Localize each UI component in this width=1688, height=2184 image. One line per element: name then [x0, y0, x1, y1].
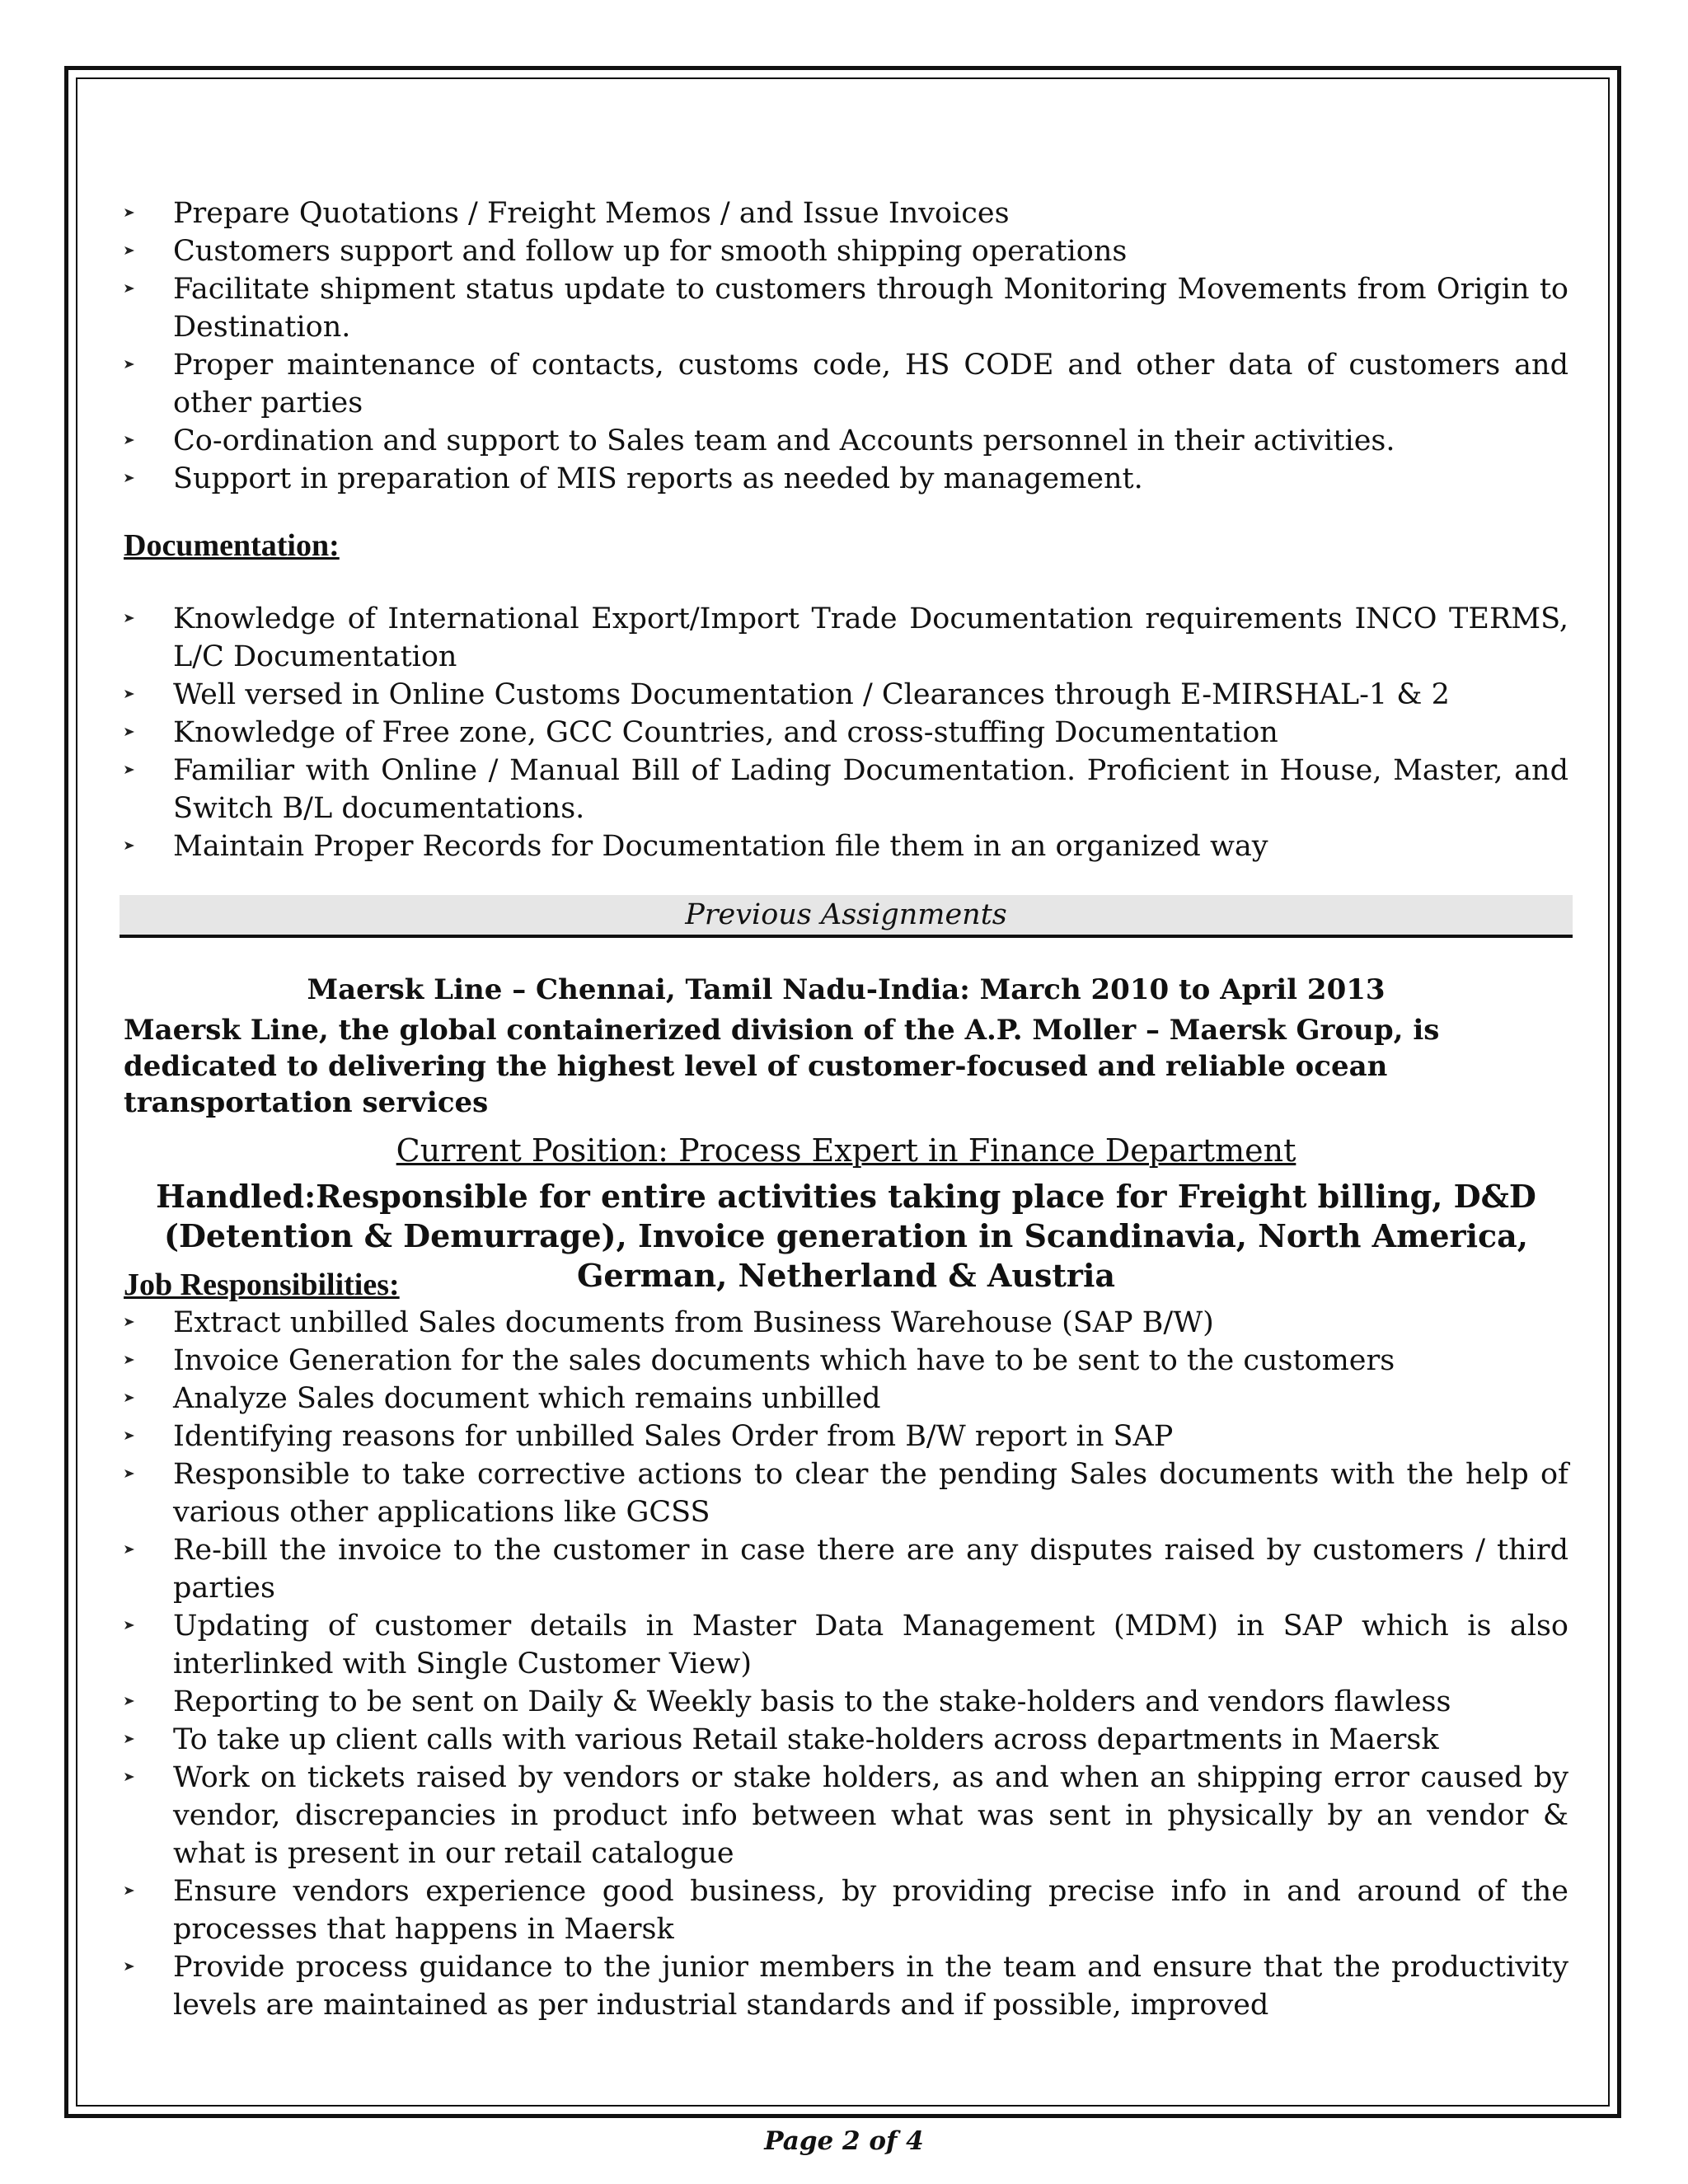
- arrow-bullet-icon: [124, 1872, 142, 1910]
- list-item: To take up client calls with various Retail stake-holders across departments in Maersk: [124, 1721, 1568, 1759]
- list-item: Provide process guidance to the junior members in the team and ensure that the productivity levels are maintained as per industrial standards and if possible, improved: [124, 1948, 1568, 2024]
- list-item: Support in preparation of MIS reports as needed by management.: [124, 460, 1568, 498]
- documentation-list-block: [124, 600, 1568, 865]
- previous-assignments-bar: Previous Assignments: [120, 895, 1573, 938]
- list-item: Knowledge of Free zone, GCC Countries, and cross-stuffing Documentation: [124, 714, 1568, 752]
- arrow-bullet-icon: [124, 1455, 142, 1493]
- employer-line: Maersk Line – Chennai, Tamil Nadu-India: March 2010 to April 2013: [307, 973, 1386, 1006]
- job-responsibilities-section: [124, 1266, 1568, 2024]
- arrow-bullet-icon: [124, 1948, 142, 1986]
- arrow-bullet-icon: [124, 1721, 142, 1759]
- arrow-bullet-icon: [124, 600, 142, 638]
- list-item: Invoice Generation for the sales documents which have to be sent to the customers: [124, 1342, 1568, 1380]
- duties-list: [124, 194, 1568, 498]
- arrow-bullet-icon: [124, 232, 142, 270]
- list-item: Well versed in Online Customs Documentation / Clearances through E-MIRSHAL-1 & 2: [124, 676, 1568, 714]
- list-item: Maintain Proper Records for Documentation file them in an organized way: [124, 827, 1568, 865]
- arrow-bullet-icon: [124, 1759, 142, 1797]
- list-item: Re-bill the invoice to the customer in case there are any disputes raised by customers / third parties: [124, 1531, 1568, 1607]
- arrow-bullet-icon: [124, 1531, 142, 1569]
- list-item: Proper maintenance of contacts, customs code, HS CODE and other data of customers and other parties: [124, 346, 1568, 422]
- list-item: Work on tickets raised by vendors or stake holders, as and when an shipping error caused by vendor, discrepancies in product info between what was sent in physically by an vendor & what is present in our retail catalogue: [124, 1759, 1568, 1872]
- list-item: Reporting to be sent on Daily & Weekly basis to the stake-holders and vendors flawless: [124, 1683, 1568, 1721]
- list-item: Extract unbilled Sales documents from Business Warehouse (SAP B/W): [124, 1304, 1568, 1342]
- arrow-bullet-icon: [124, 1342, 142, 1380]
- list-item: Analyze Sales document which remains unbilled: [124, 1380, 1568, 1418]
- list-item: Identifying reasons for unbilled Sales Order from B/W report in SAP: [124, 1418, 1568, 1455]
- arrow-bullet-icon: [124, 676, 142, 714]
- handled-summary: Handled:Responsible for entire activities taking place for Freight billing, D&D (Detention & Demurrage), Invoice generation in Scandinavia, North America, German, Netherland & Austria: [156, 1178, 1536, 1294]
- list-item: Knowledge of International Export/Import Trade Documentation requirements INCO TERMS, L/C Documentation: [124, 600, 1568, 676]
- documentation-section: [124, 526, 1568, 565]
- list-item: Familiar with Online / Manual Bill of Lading Documentation. Proficient in House, Master, and Switch B/L documentations.: [124, 752, 1568, 827]
- arrow-bullet-icon: [124, 194, 142, 232]
- list-item: Ensure vendors experience good business, by providing precise info in and around of the processes that happens in Maersk: [124, 1872, 1568, 1948]
- documentation-heading: Documentation:: [124, 528, 340, 563]
- list-item: Prepare Quotations / Freight Memos / and Issue Invoices: [124, 194, 1568, 232]
- list-item: Facilitate shipment status update to customers through Monitoring Movements from Origin to Destination.: [124, 270, 1568, 346]
- arrow-bullet-icon: [124, 346, 142, 384]
- arrow-bullet-icon: [124, 714, 142, 752]
- duties-section: [124, 194, 1568, 498]
- arrow-bullet-icon: [124, 1418, 142, 1455]
- arrow-bullet-icon: [124, 1607, 142, 1645]
- arrow-bullet-icon: [124, 270, 142, 308]
- employer-description: Maersk Line, the global containerized division of the A.P. Moller – Maersk Group, is dedicated to delivering the highest level of customer-focused and reliable ocean transportation services: [124, 1014, 1440, 1119]
- arrow-bullet-icon: [124, 460, 142, 498]
- arrow-bullet-icon: [124, 1683, 142, 1721]
- list-item: Customers support and follow up for smooth shipping operations: [124, 232, 1568, 270]
- job-responsibilities-list: [124, 1304, 1568, 2024]
- list-item: Co-ordination and support to Sales team and Accounts personnel in their activities.: [124, 422, 1568, 460]
- arrow-bullet-icon: [124, 827, 142, 865]
- list-item: Responsible to take corrective actions to clear the pending Sales documents with the help of various other applications like GCSS: [124, 1455, 1568, 1531]
- employer-section: [124, 971, 1568, 1296]
- list-item: Updating of customer details in Master Data Management (MDM) in SAP which is also interlinked with Single Customer View): [124, 1607, 1568, 1683]
- arrow-bullet-icon: [124, 752, 142, 790]
- job-responsibilities-heading: Job Responsibilities:: [124, 1268, 400, 1302]
- arrow-bullet-icon: [124, 1380, 142, 1418]
- documentation-list: [124, 600, 1568, 865]
- arrow-bullet-icon: [124, 422, 142, 460]
- arrow-bullet-icon: [124, 1304, 142, 1342]
- current-position: Current Position: Process Expert in Finance Department: [396, 1132, 1296, 1169]
- page-number: Page 2 of 4: [764, 2126, 924, 2156]
